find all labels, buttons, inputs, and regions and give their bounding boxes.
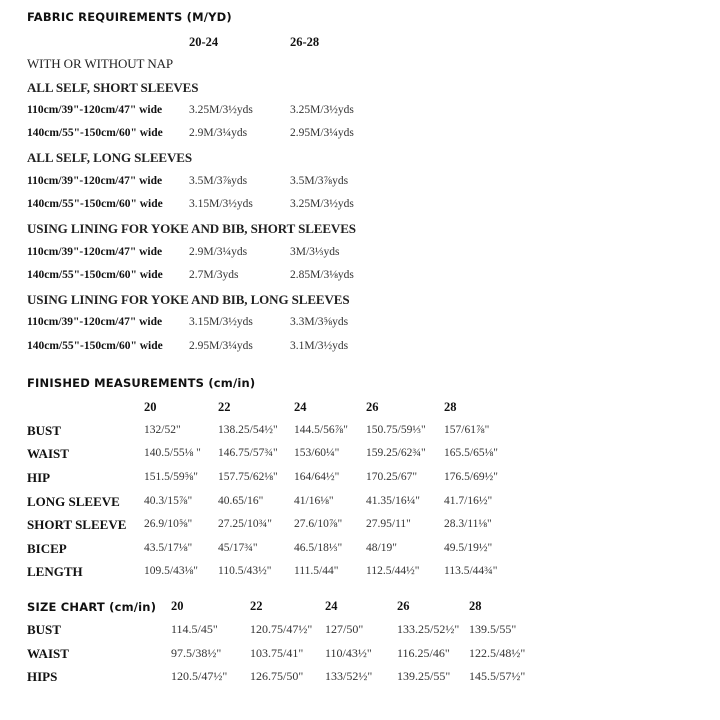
finished-value: 26.9/10⅝" [144, 518, 193, 530]
fabric-value: 3.5M/3⅞yds [189, 175, 248, 187]
finished-row-label: BICEP [27, 541, 67, 556]
finished-value: 27.25/10¾" [218, 518, 272, 530]
finished-value: 140.5/55⅛ " [144, 447, 201, 459]
finished-value: 109.5/43⅛" [144, 565, 198, 577]
finished-value: 110.5/43½" [218, 565, 272, 577]
finished-col-22: 22 [218, 400, 231, 414]
size-value: 97.5/38½" [171, 646, 222, 660]
fabric-col-26-28: 26-28 [290, 35, 320, 49]
finished-value: 176.5/69½" [444, 471, 498, 483]
finished-value: 132/52" [144, 424, 181, 436]
finished-value: 144.5/56⅞" [294, 424, 348, 436]
size-row-label: BUST [27, 622, 61, 637]
finished-value: 170.25/67" [366, 471, 418, 483]
fabric-value: 3.15M/3½yds [189, 316, 253, 328]
finished-row-label: LONG SLEEVE [27, 494, 120, 509]
finished-measurements-title: FINISHED MEASUREMENTS (cm/in) [27, 376, 256, 390]
fabric-value: 3.5M/3⅞yds [290, 175, 349, 187]
finished-row-label: SHORT SLEEVE [27, 517, 127, 532]
size-value: 126.75/50" [250, 669, 304, 683]
fabric-group-label: USING LINING FOR YOKE AND BIB, LONG SLEEVES [27, 292, 350, 307]
fabric-value: 2.7M/3yds [189, 269, 239, 281]
finished-value: 27.95/11" [366, 518, 411, 530]
finished-col-20: 20 [144, 400, 157, 414]
nap-note: WITH OR WITHOUT NAP [27, 56, 174, 71]
finished-value: 49.5/19½" [444, 542, 493, 554]
fabric-col-20-24: 20-24 [189, 35, 219, 49]
finished-value: 41.35/16¼" [366, 495, 420, 507]
fabric-value: 3.15M/3½yds [189, 198, 253, 210]
fabric-width-label: 110cm/39"-120cm/47" wide [27, 104, 163, 116]
size-value: 145.5/57½" [469, 669, 526, 683]
size-value: 110/43½" [325, 646, 372, 660]
fabric-width-label: 140cm/55"-150cm/60" wide [27, 198, 163, 210]
finished-value: 112.5/44½" [366, 565, 420, 577]
finished-row-label: HIP [27, 470, 51, 485]
fabric-value: 3.1M/3½yds [290, 340, 349, 352]
size-value: 114.5/45" [171, 622, 218, 636]
fabric-width-label: 110cm/39"-120cm/47" wide [27, 246, 163, 258]
size-col-28: 28 [469, 599, 482, 613]
finished-value: 41.7/16½" [444, 495, 493, 507]
fabric-value: 3.3M/3⅝yds [290, 316, 349, 328]
finished-col-28: 28 [444, 400, 457, 414]
fabric-value: 2.9M/3¼yds [189, 246, 248, 258]
fabric-requirements-title: FABRIC REQUIREMENTS (M/YD) [27, 10, 232, 24]
finished-value: 150.75/59⅓" [366, 424, 426, 436]
finished-value: 165.5/65⅛" [444, 447, 498, 459]
finished-row-label: BUST [27, 423, 61, 438]
finished-col-24: 24 [294, 400, 307, 414]
finished-col-26: 26 [366, 400, 379, 414]
size-row-label: HIPS [27, 669, 58, 684]
fabric-width-label: 140cm/55"-150cm/60" wide [27, 127, 163, 139]
size-value: 103.75/41" [250, 646, 304, 660]
finished-value: 27.6/10⅞" [294, 518, 343, 530]
size-chart-title: SIZE CHART (cm/in) [27, 600, 157, 614]
size-value: 120.5/47½" [171, 669, 228, 683]
size-value: 116.25/46" [397, 646, 450, 660]
finished-value: 45/17¾" [218, 542, 258, 554]
fabric-group-label: ALL SELF, LONG SLEEVES [27, 150, 192, 165]
finished-value: 111.5/44" [294, 565, 339, 577]
size-value: 120.75/47½" [250, 622, 313, 636]
fabric-value: 2.85M/3⅛yds [290, 269, 354, 281]
size-value: 139.25/55" [397, 669, 451, 683]
fabric-group-label: USING LINING FOR YOKE AND BIB, SHORT SLEEVES [27, 221, 356, 236]
finished-value: 40.3/15⅞" [144, 495, 193, 507]
size-value: 139.5/55" [469, 622, 517, 636]
finished-row-label: LENGTH [27, 564, 83, 579]
finished-value: 146.75/57¾" [218, 447, 278, 459]
size-col-24: 24 [325, 599, 338, 613]
fabric-group-label: ALL SELF, SHORT SLEEVES [27, 80, 199, 95]
finished-value: 41/16⅛" [294, 495, 334, 507]
fabric-value: 3.25M/3½yds [290, 198, 354, 210]
fabric-value: 2.95M/3¼yds [189, 340, 253, 352]
finished-value: 157/61⅞" [444, 424, 490, 436]
finished-value: 46.5/18⅓" [294, 542, 343, 554]
finished-value: 40.65/16" [218, 495, 264, 507]
size-row-label: WAIST [27, 646, 69, 661]
fabric-width-label: 110cm/39"-120cm/47" wide [27, 175, 163, 187]
size-col-26: 26 [397, 599, 410, 613]
size-value: 127/50" [325, 622, 364, 636]
finished-row-label: WAIST [27, 446, 69, 461]
finished-value: 138.25/54½" [218, 424, 278, 436]
size-col-20: 20 [171, 599, 184, 613]
finished-value: 48/19" [366, 542, 397, 554]
finished-value: 153/60¼" [294, 447, 340, 459]
finished-value: 159.25/62¾" [366, 447, 426, 459]
size-col-22: 22 [250, 599, 263, 613]
finished-value: 164/64½" [294, 471, 340, 483]
size-value: 133/52½" [325, 669, 373, 683]
finished-value: 113.5/44¾" [444, 565, 498, 577]
fabric-value: 2.9M/3¼yds [189, 127, 248, 139]
fabric-width-label: 140cm/55"-150cm/60" wide [27, 340, 163, 352]
fabric-value: 2.95M/3¼yds [290, 127, 354, 139]
size-value: 122.5/48½" [469, 646, 526, 660]
finished-value: 43.5/17⅛" [144, 542, 193, 554]
finished-value: 151.5/59⅝" [144, 471, 198, 483]
finished-value: 157.75/62⅛" [218, 471, 278, 483]
fabric-width-label: 140cm/55"-150cm/60" wide [27, 269, 163, 281]
fabric-value: 3.25M/3½yds [189, 104, 253, 116]
finished-value: 28.3/11⅛" [444, 518, 492, 530]
fabric-width-label: 110cm/39"-120cm/47" wide [27, 316, 163, 328]
size-value: 133.25/52½" [397, 622, 460, 636]
fabric-value: 3M/3⅓yds [290, 246, 340, 258]
fabric-value: 3.25M/3½yds [290, 104, 354, 116]
